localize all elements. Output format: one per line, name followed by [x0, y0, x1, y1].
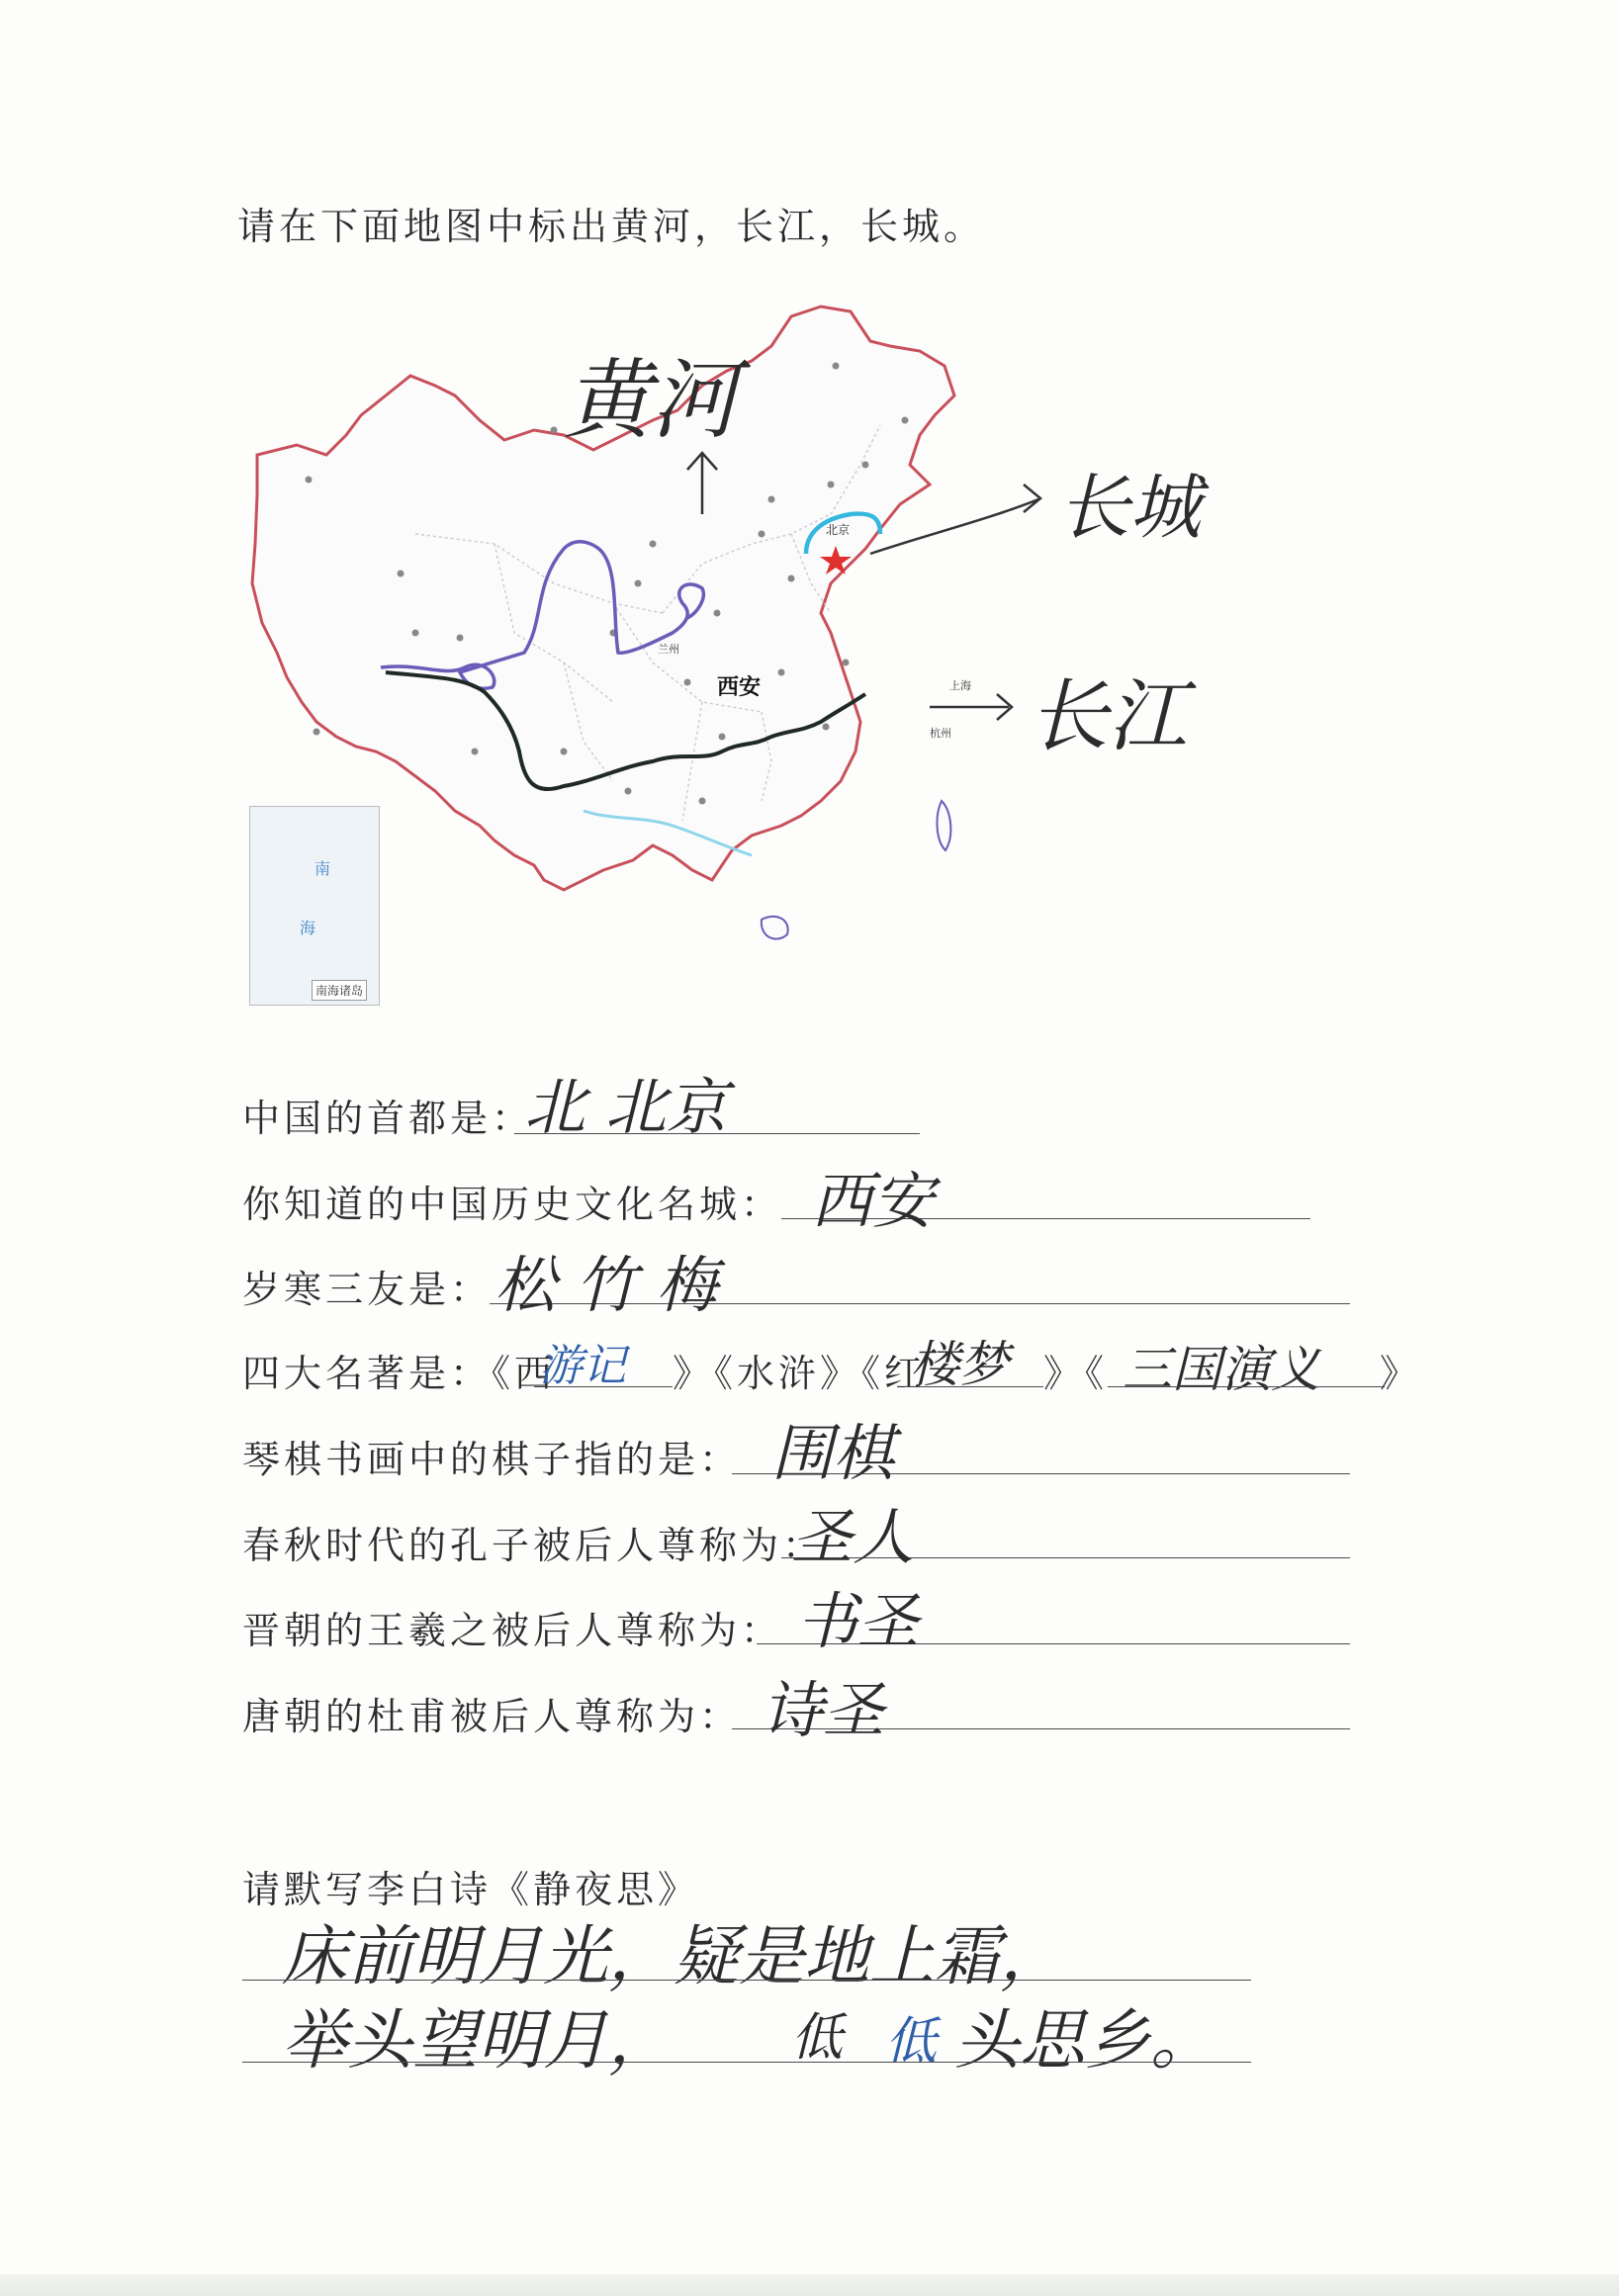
yellow-river-handwritten-label: 黄河 [564, 349, 739, 451]
question-du-fu-label: 唐朝的杜甫被后人尊称为： [242, 1695, 742, 1738]
city-dot [398, 571, 405, 577]
poem-line-1: 床前明月光，疑是地上霜， [282, 1918, 1065, 1994]
scan-bottom-edge [0, 2274, 1619, 2296]
city-dot [778, 669, 785, 676]
hangzhou-label: 杭州 [930, 727, 951, 740]
question-historic-city-label: 你知道的中国历史文化名城： [242, 1183, 783, 1226]
poem-line-2c: 头思乡。 [954, 2002, 1215, 2078]
city-dot [561, 749, 568, 755]
question-four-classics-label: 四大名著是：《西 [242, 1352, 557, 1395]
city-dot [719, 734, 726, 741]
answer-red-chamber: 楼梦 [910, 1336, 1009, 1393]
lanzhou-label: 兰州 [658, 643, 679, 656]
city-dot [843, 660, 850, 666]
city-dot [699, 798, 706, 805]
city-dot [314, 729, 320, 736]
city-dot [823, 724, 830, 731]
beijing-label: 北京 [826, 523, 851, 537]
city-dot [625, 788, 632, 795]
city-dot [788, 575, 795, 582]
city-dot [714, 610, 721, 617]
inset-title: 南海诸岛 [312, 980, 367, 1001]
question-three-friends-label: 岁寒三友是： [242, 1268, 493, 1311]
city-dot [759, 531, 765, 538]
china-map [237, 287, 1266, 999]
question-four-classics-mid1: 》《水浒》《红 [673, 1352, 927, 1395]
taiwan [937, 801, 950, 850]
xian-label: 西安 [717, 675, 762, 700]
answer-three-friends: 松 竹 梅 [495, 1249, 718, 1321]
poem-line-2-correction: 低 [885, 2012, 938, 2072]
answer-line [534, 1386, 673, 1387]
inset-sea-char-2: 海 [300, 919, 316, 937]
city-dot [684, 679, 691, 686]
question-four-classics-end: 》 [1380, 1352, 1422, 1395]
city-dot [457, 635, 464, 642]
south-china-sea-inset [249, 806, 380, 1006]
shanghai-label: 上海 [949, 679, 971, 692]
answer-line [1108, 1386, 1385, 1387]
city-dot [650, 541, 657, 548]
map-question-prompt: 请在下面地图中标出黄河，长江，长城。 [237, 205, 986, 248]
poem-line-2a: 举头望明月， [282, 2002, 674, 2078]
question-four-classics-mid2: 》《 [1043, 1352, 1109, 1395]
answer-capital: 北 北京 [524, 1071, 728, 1143]
city-dot [862, 462, 869, 469]
poem-line-rule [242, 1980, 1251, 1981]
yangtze-arrow [930, 694, 1012, 720]
city-dot [412, 630, 419, 637]
city-dot [768, 496, 775, 503]
hainan [762, 917, 788, 939]
question-chess-label: 琴棋书画中的棋子指的是： [242, 1438, 742, 1481]
answer-line [905, 1386, 1043, 1387]
city-dot [551, 427, 558, 434]
answer-du-fu: 诗圣 [762, 1674, 885, 1746]
answer-three-kingdoms: 三国演义 [1123, 1341, 1320, 1398]
answer-journey-west: 游记 [539, 1341, 626, 1391]
city-dot [833, 363, 840, 370]
yangtze-handwritten-label: 长江 [1029, 670, 1187, 762]
question-confucius-label: 春秋时代的孔子被后人尊称为： [242, 1524, 825, 1567]
city-dot [635, 580, 642, 587]
poem-prompt: 请默写李白诗《静夜思》 [242, 1868, 700, 1911]
poem-line-rule [242, 2062, 1251, 2063]
answer-chess: 围棋 [771, 1417, 895, 1489]
question-wang-xizhi-label: 晋朝的王羲之被后人尊称为： [242, 1609, 783, 1652]
poem-line-2-crossed: 低 [791, 2008, 844, 2068]
answer-wang-xizhi: 书圣 [796, 1585, 920, 1657]
answer-confucius: 圣人 [791, 1501, 915, 1573]
city-dot [828, 482, 835, 488]
city-dot [306, 477, 313, 484]
city-dot [472, 749, 479, 755]
question-capital-label: 中国的首都是： [242, 1097, 534, 1140]
inset-sea-char-1: 南 [315, 859, 331, 878]
city-dot [902, 417, 909, 424]
great-wall-handwritten-label: 长城 [1058, 466, 1202, 549]
answer-historic-city: 西安 [811, 1165, 935, 1237]
